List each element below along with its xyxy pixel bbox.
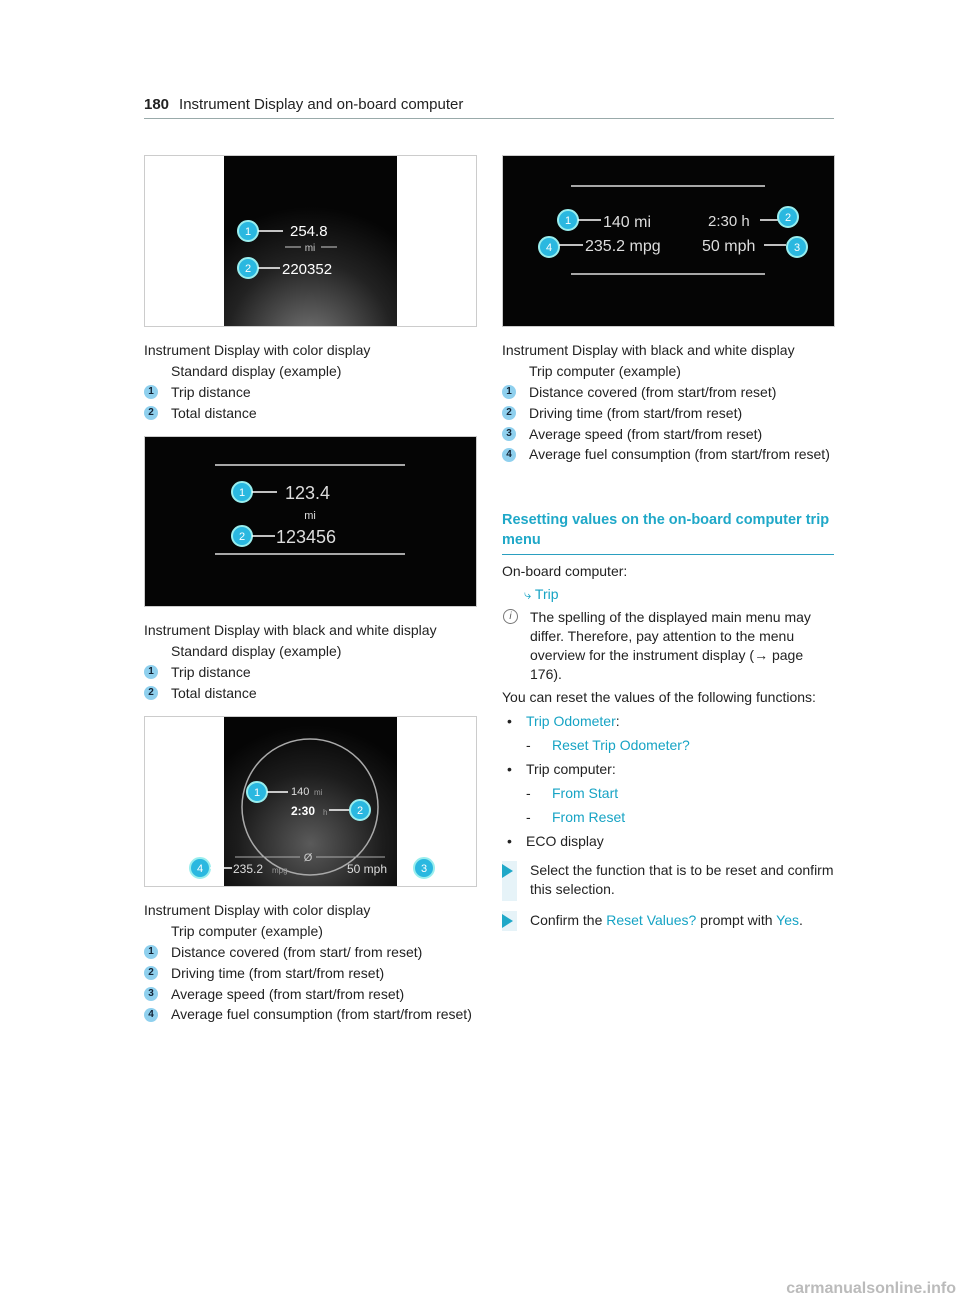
list-item: • ECO display: [502, 832, 834, 851]
from-start-link[interactable]: From Start: [552, 785, 619, 801]
callout-2: [238, 258, 258, 278]
svg-text:4: 4: [196, 863, 204, 875]
caption-item: 1 Trip distance: [144, 662, 474, 683]
fuel-unit: mpg: [272, 866, 288, 875]
caption-sub: Standard display (example): [171, 363, 342, 379]
svg-text:2: 2: [356, 805, 364, 817]
figure-color-standard: [144, 155, 477, 327]
section-heading: Resetting values on the on-board computer trip menu: [502, 510, 834, 555]
caption-sub: Standard display (example): [171, 643, 342, 659]
trip-odometer-link[interactable]: Trip Odometer: [526, 713, 616, 729]
caption-item: 2 Driving time (from start/from reset): [144, 963, 474, 984]
list-item: • Trip computer:: [502, 760, 834, 779]
caption-4: [502, 340, 834, 464]
page-header: [144, 96, 834, 119]
caption-sub: Trip computer (example): [529, 363, 681, 379]
svg-text:1: 1: [238, 487, 246, 499]
page-number: 180: [144, 96, 170, 113]
figure-bw-standard: [144, 436, 477, 607]
bw-trip-screen: [503, 156, 834, 326]
yes-option[interactable]: Yes: [776, 912, 799, 928]
callout-1: [558, 210, 578, 230]
list-subitem: - From Reset: [526, 809, 626, 825]
list-subitem: - From Start: [526, 785, 619, 801]
caption-title: Instrument Display with black and white display: [144, 622, 437, 638]
note: i The spelling of the displayed main menu may differ. Therefore, pay attention to the menu overview for the instrument display (→ page 176).: [502, 608, 834, 684]
caption-item: 3 Average speed (from start/from reset): [502, 424, 834, 445]
distance-value: 140 mi: [603, 214, 652, 231]
caption-item: 3 Average speed (from start/from reset): [144, 984, 474, 1005]
callout-1: [238, 221, 258, 241]
list-item: • Trip Odometer:: [502, 712, 834, 731]
caption-item: 1 Distance covered (from start/from reset): [502, 382, 834, 403]
menu-path-trip[interactable]: Trip: [534, 586, 559, 602]
unit-label: mi: [304, 510, 316, 522]
callout-3: [414, 858, 434, 878]
caption-item: 1 Trip distance: [144, 382, 474, 403]
caption-3: [144, 900, 474, 1024]
total-distance-value: 220352: [282, 261, 333, 278]
fuel-value: 235.2 mpg: [585, 238, 661, 255]
svg-text:2: 2: [784, 212, 792, 224]
step-1: Select the function that is to be reset and confirm this selection.: [502, 861, 834, 899]
speed-value: 50 mph: [702, 238, 756, 255]
svg-text:1: 1: [253, 787, 261, 799]
svg-text:2: 2: [244, 263, 252, 275]
caption-item: 2 Total distance: [144, 403, 474, 424]
svg-text:1: 1: [564, 215, 572, 227]
fuel-value: 235.2: [233, 862, 264, 876]
caption-title: Instrument Display with color display: [144, 902, 371, 918]
step-2: Confirm the Reset Values? prompt with Yes.: [502, 911, 834, 930]
caption-item: 4 Average fuel consumption (from start/from reset): [502, 445, 834, 464]
time-value: 2:30: [291, 804, 316, 818]
color-standard-screen: [145, 156, 476, 326]
section-body: [502, 562, 834, 930]
caption-item: 1 Distance covered (from start/ from reset): [144, 942, 474, 963]
list-subitem: - Reset Trip Odometer?: [526, 737, 690, 753]
callout-4: [190, 858, 210, 878]
reset-trip-odometer-link[interactable]: Reset Trip Odometer?: [552, 737, 690, 753]
svg-text:1: 1: [244, 226, 252, 238]
reset-values-prompt[interactable]: Reset Values?: [606, 912, 697, 928]
watermark: carmanualsonline.info: [786, 1280, 956, 1297]
color-trip-screen: [145, 717, 476, 886]
total-distance-value: 123456: [276, 527, 337, 547]
average-symbol: Ø: [303, 852, 313, 864]
svg-text:4: 4: [545, 242, 553, 254]
info-icon: i: [503, 609, 518, 624]
figure-bw-trip: [502, 155, 835, 327]
callout-2: [350, 800, 370, 820]
time-unit: h: [323, 808, 328, 817]
callout-1: [247, 782, 267, 802]
intro-text: On-board computer:: [502, 563, 628, 579]
step-arrow-icon: [502, 864, 513, 878]
trip-distance-value: 123.4: [285, 483, 331, 503]
bw-standard-screen: [145, 437, 476, 606]
speed-value: 50 mph: [347, 862, 388, 876]
time-value: 2:30 h: [708, 213, 750, 230]
from-reset-link[interactable]: From Reset: [552, 809, 626, 825]
distance-unit: mi: [314, 788, 323, 797]
caption-item: 2 Total distance: [144, 683, 474, 704]
caption-item: 4 Average fuel consumption (from start/from reset): [144, 1005, 474, 1024]
caption-2: [144, 620, 474, 704]
menu-path: [502, 585, 834, 604]
callout-1: [232, 482, 252, 502]
caption-item: 2 Driving time (from start/from reset): [502, 403, 834, 424]
callout-2: [778, 207, 798, 227]
unit-label: mi: [304, 243, 316, 254]
callout-2: [232, 526, 252, 546]
return-arrow-icon: ⤷: [524, 587, 532, 602]
trip-distance-value: 254.8: [290, 223, 328, 240]
callout-4: [539, 237, 559, 257]
distance-value: 140: [291, 786, 310, 798]
step-arrow-icon: [502, 914, 513, 928]
caption-title: Instrument Display with color display: [144, 342, 371, 358]
page-title: Instrument Display and on-board computer: [179, 96, 464, 113]
svg-text:2: 2: [238, 531, 246, 543]
figure-color-trip: [144, 716, 477, 887]
caption-1: [144, 340, 474, 424]
svg-text:3: 3: [793, 242, 801, 254]
caption-sub: Trip computer (example): [171, 923, 323, 939]
svg-text:3: 3: [420, 863, 428, 875]
reset-intro: You can reset the values of the following functions:: [502, 689, 816, 705]
caption-title: Instrument Display with black and white display: [502, 342, 795, 358]
callout-3: [787, 237, 807, 257]
